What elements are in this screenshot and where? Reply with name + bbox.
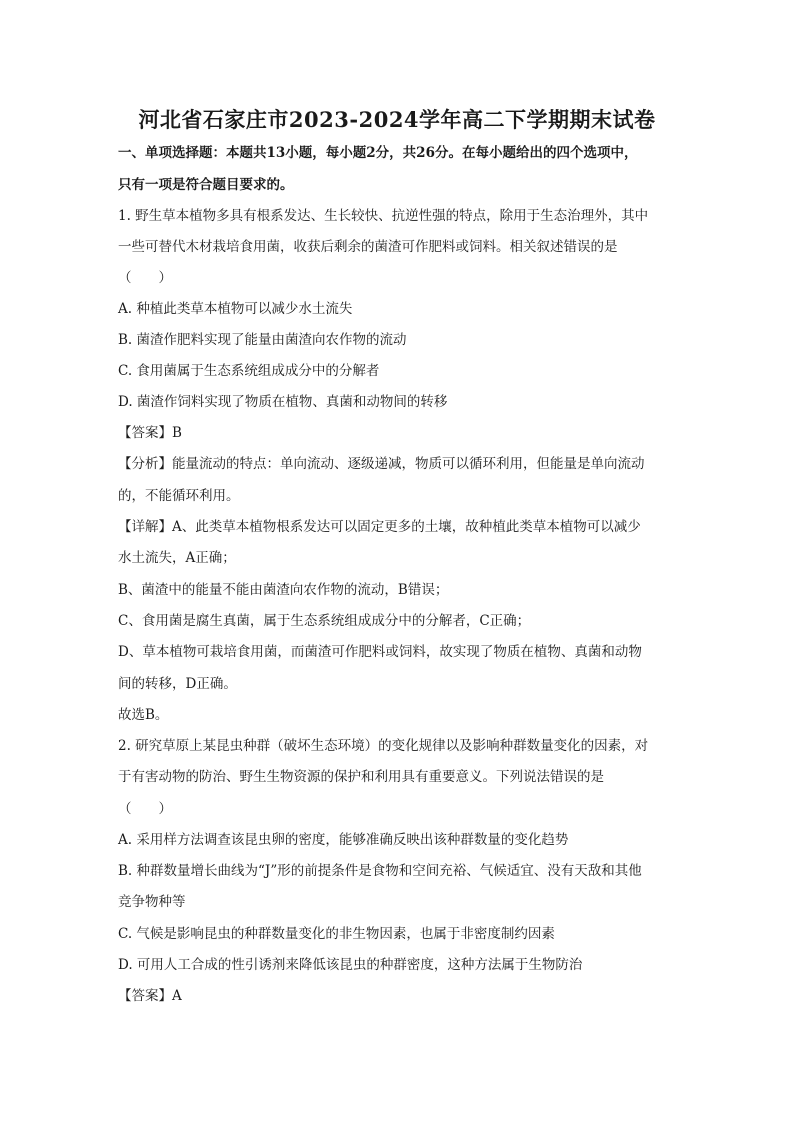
q2-option-b-line-2: 竞争物种等 [118, 894, 186, 910]
q1-analysis-line-2: 的，不能循环利用。 [118, 488, 240, 504]
q1-detail-line-3: B、菌渣中的能量不能由菌渣向农作物的流动，B错误； [118, 582, 449, 598]
q1-stem-line-1: 1. 野生草本植物多具有根系发达、生长较快、抗逆性强的特点，除用于生态治理外，其中 [118, 208, 649, 224]
page-title: 河北省石家庄市2023-2024学年高二下学期期末试卷 [138, 107, 656, 132]
q2-option-b-line-1: B. 种群数量增长曲线为“J”形的前提条件是食物和空间充裕、气候适宜、没有天敌和其他 [118, 863, 642, 879]
q1-analysis-line-1: 【分析】能量流动的特点：单向流动、逐级递减，物质可以循环利用，但能量是单向流动 [118, 456, 645, 472]
q2-stem-blank: （ ） [118, 801, 172, 817]
q2-answer: 【答案】A [118, 988, 182, 1004]
q1-detail-line-6: 间的转移，D正确。 [118, 676, 237, 692]
q1-option-a: A. 种植此类草本植物可以减少水土流失 [118, 301, 353, 317]
q1-detail-line-1: 【详解】A、此类草本植物根系发达可以固定更多的土壤，故种植此类草本植物可以减少 [118, 519, 641, 535]
q2-option-a: A. 采用样方法调查该昆虫卵的密度，能够准确反映出该种群数量的变化趋势 [118, 832, 569, 848]
q1-detail-line-2: 水土流失，A正确； [118, 550, 236, 566]
q1-option-b: B. 菌渣作肥料实现了能量由菌渣向农作物的流动 [118, 332, 407, 348]
section-header-line-2: 只有一项是符合题目要求的。 [118, 177, 294, 193]
q2-stem-line-2: 于有害动物的防治、野生生物资源的保护和利用具有重要意义。下列说法错误的是 [118, 769, 604, 785]
q1-conclusion: 故选B。 [118, 707, 169, 723]
q1-stem-line-2: 一些可替代木材栽培食用菌，收获后剩余的菌渣可作肥料或饲料。相关叙述错误的是 [118, 239, 618, 255]
q2-option-d: D. 可用人工合成的性引诱剂来降低该昆虫的种群密度，这种方法属于生物防治 [118, 957, 583, 973]
q1-option-c: C. 食用菌属于生态系统组成成分中的分解者 [118, 363, 380, 379]
q2-stem-line-1: 2. 研究草原上某昆虫种群（破坏生态环境）的变化规律以及影响种群数量变化的因素，对 [118, 738, 649, 754]
q2-option-c: C. 气候是影响昆虫的种群数量变化的非生物因素，也属于非密度制约因素 [118, 926, 555, 942]
q1-detail-line-5: D、草本植物可栽培食用菌，而菌渣可作肥料或饲料，故实现了物质在植物、真菌和动物 [118, 644, 642, 660]
q1-stem-blank: （ ） [118, 270, 172, 286]
q1-answer: 【答案】B [118, 425, 182, 441]
q1-option-d: D. 菌渣作饲料实现了物质在植物、真菌和动物间的转移 [118, 394, 448, 410]
q1-detail-line-4: C、食用菌是腐生真菌，属于生态系统组成成分中的分解者，C正确； [118, 613, 531, 629]
section-header-line-1: 一、单项选择题：本题共13小题，每小题2分，共26分。在每小题给出的四个选项中， [118, 145, 638, 161]
